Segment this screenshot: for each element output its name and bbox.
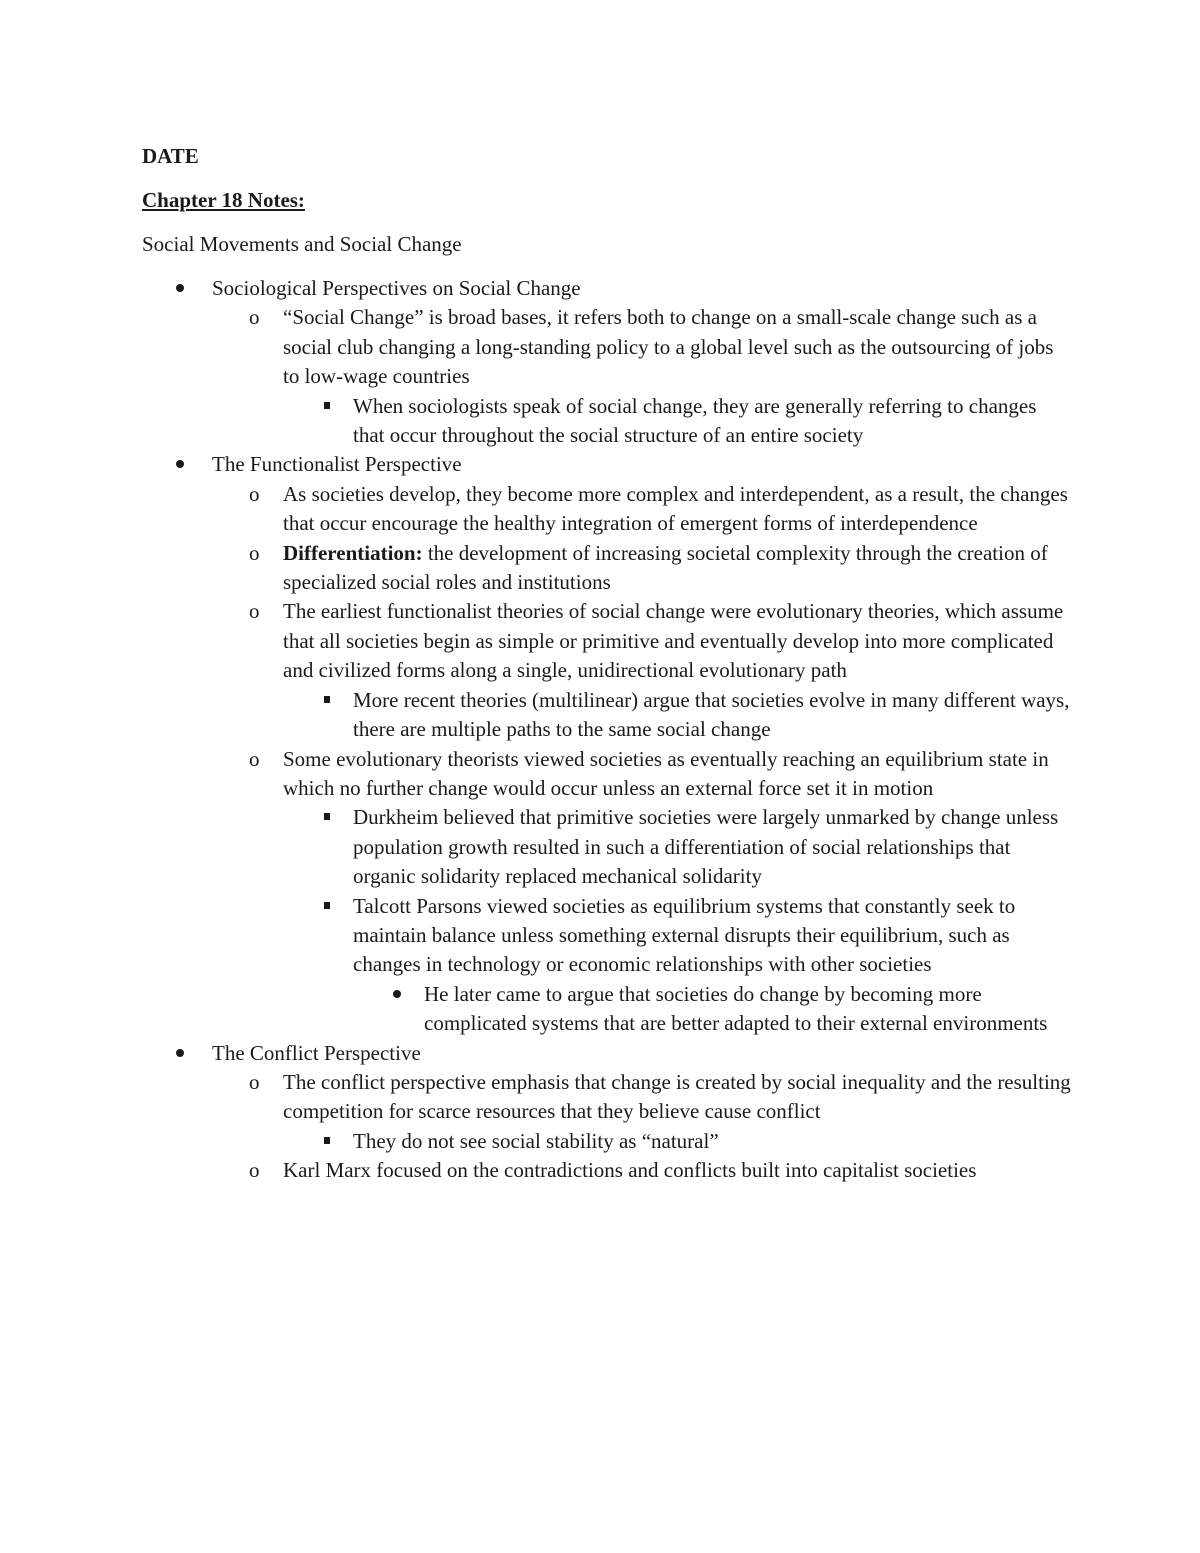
circle-bullet-icon: o <box>249 481 260 506</box>
square-bullet-icon <box>322 803 342 832</box>
document-subtitle: Social Movements and Social Change <box>142 232 462 256</box>
detail-talcott-parsons <box>353 892 1073 980</box>
bullet-text: Sociological Perspectives on Social Change <box>212 276 581 300</box>
detail-text: Durkheim believed that primitive societies were largely unmarked by change unless population growth resulted in such a differentiation of social relationships that organic solidarity replaced mechanical solidarity <box>353 805 1059 889</box>
subpoint-text: “Social Change” is broad bases, it refers both to change on a small-scale change such as a social club changing a long-standing policy to a global level such as the outsourcing of jobs to low-wage countries <box>283 305 1054 389</box>
subpoint-societies-develop <box>249 480 1073 539</box>
circle-bullet-icon: o <box>249 1069 260 1094</box>
subpoint-evolutionary-theories <box>249 597 1073 685</box>
date-heading: DATE <box>142 144 199 168</box>
detail-multilinear-theories <box>353 686 1073 745</box>
subpoint-equilibrium-state <box>249 745 1073 804</box>
square-bullet-icon <box>322 892 342 921</box>
bullet-conflict-perspective <box>212 1039 1072 1068</box>
circle-bullet-icon: o <box>249 746 260 771</box>
subpoint-text: The conflict perspective emphasis that change is created by social inequality and the resulting competition for scarce resources that they believe cause conflict <box>283 1069 1071 1124</box>
detail-text: Talcott Parsons viewed societies as equilibrium systems that constantly seek to maintain balance unless something external disrupts their equilibrium, such as changes in technology or economic relationships with other societies <box>353 893 1016 977</box>
detail-text: More recent theories (multilinear) argue that societies evolve in many different ways, there are multiple paths to the same social change <box>353 687 1070 742</box>
bullet-text: The Functionalist Perspective <box>212 452 462 477</box>
bullet-dot-icon <box>176 1039 196 1068</box>
subpoint-text: Karl Marx focused on the contradictions and conflicts built into capitalist societies <box>283 1158 977 1183</box>
subpoint-text: The earliest functionalist theories of social change were evolutionary theories, which assume that all societies begin as simple or primitive and eventually develop into more complicated and civilized forms along a single, unidirectional evolutionary path <box>283 599 1064 683</box>
subpoint-differentiation <box>249 539 1073 598</box>
circle-bullet-icon: o <box>249 1158 260 1183</box>
subpoint-social-change-definition <box>249 303 1073 391</box>
detail-durkheim <box>353 803 1073 891</box>
detail-text: He later came to argue that societies do change by becoming more complicated systems that are better adapted to their external environments <box>424 981 1048 1036</box>
circle-bullet-icon: o <box>249 540 260 565</box>
bullet-dot-icon <box>176 450 196 479</box>
circle-bullet-icon: o <box>249 305 260 330</box>
detail-parsons-later-view <box>424 980 1074 1039</box>
detail-social-stability <box>353 1127 1073 1156</box>
subpoint-karl-marx <box>249 1156 1073 1185</box>
square-bullet-icon <box>322 1127 342 1156</box>
circle-bullet-icon: o <box>249 599 260 624</box>
chapter-title: Chapter 18 Notes: <box>142 188 305 212</box>
detail-sociologists-social-change <box>353 392 1073 451</box>
subpoint-text: Some evolutionary theorists viewed societies as eventually reaching an equilibrium state in which no further change would occur unless an external force set it in motion <box>283 746 1049 800</box>
square-bullet-icon <box>322 392 342 421</box>
subpoint-conflict-emphasis <box>249 1068 1073 1127</box>
detail-text: When sociologists speak of social change, they are generally referring to changes that occur throughout the social structure of an entire society <box>353 393 1037 448</box>
bullet-dot-icon <box>393 980 413 1009</box>
subpoint-text: As societies develop, they become more complex and interdependent, as a result, the changes that occur encourage the healthy integration of emergent forms of interdependence <box>283 481 1068 536</box>
term-differentiation: Differentiation: <box>283 540 423 565</box>
term-definition: the development of increasing societal complexity through the creation of specialized social roles and institutions <box>283 540 1048 595</box>
square-bullet-icon <box>322 686 342 715</box>
bullet-dot-icon <box>176 274 196 303</box>
bullet-functionalist-perspective <box>212 450 1072 479</box>
detail-text: They do not see social stability as “natural” <box>353 1128 719 1153</box>
bullet-text: The Conflict Perspective <box>212 1040 421 1065</box>
bullet-sociological-perspectives <box>212 274 1072 303</box>
